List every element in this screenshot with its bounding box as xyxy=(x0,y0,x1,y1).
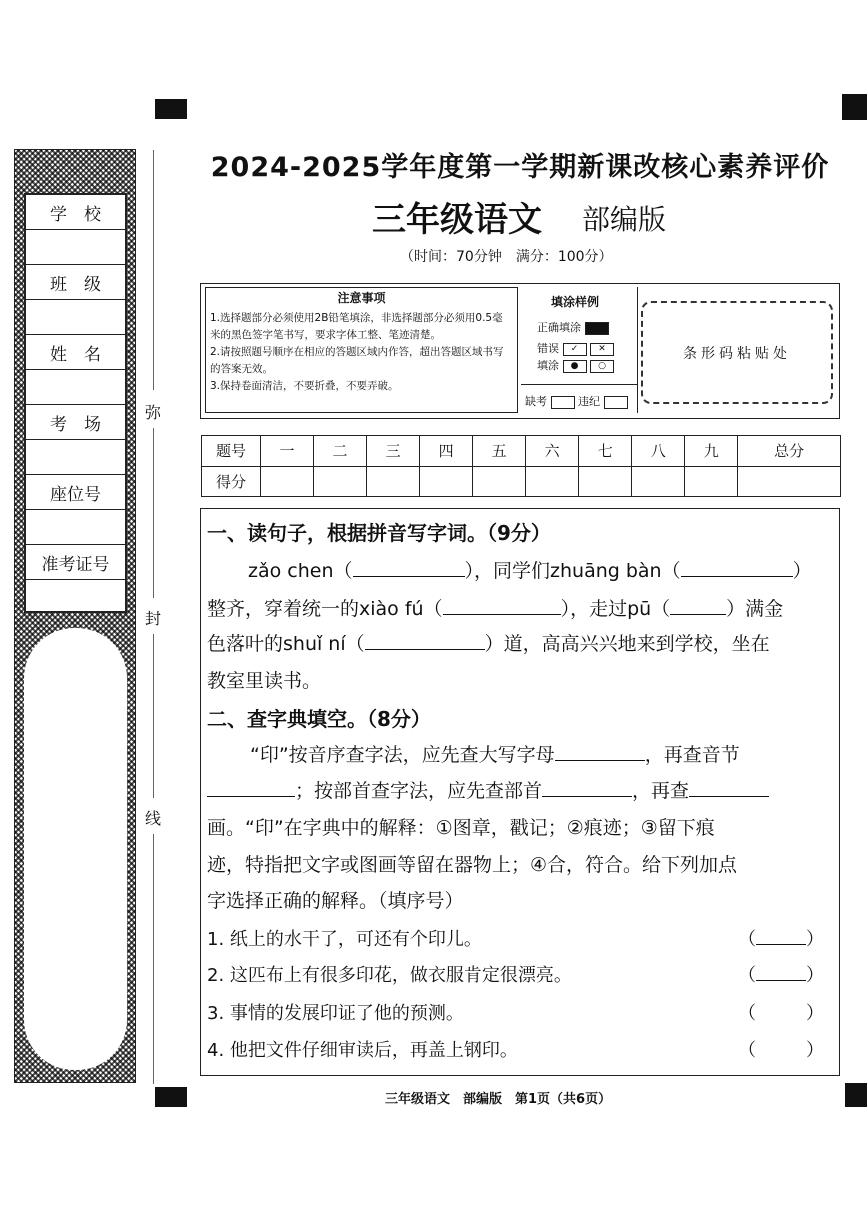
score-header-cell: 八 xyxy=(632,436,685,467)
violation-box[interactable] xyxy=(604,396,628,409)
q2-item-4: 4. 他把文件仔细审读后，再盖上钢印。 xyxy=(207,1040,518,1061)
dot-filled-icon: ● xyxy=(563,360,587,373)
answer-paren-2[interactable]: （ ） xyxy=(738,965,824,986)
answer-blank-strokes[interactable] xyxy=(689,796,769,797)
strip-blank-area xyxy=(24,628,127,1070)
score-cell[interactable] xyxy=(420,466,473,497)
q2-item-1: 1. 纸上的水干了，可还有个印儿。 xyxy=(207,929,482,950)
q1-line-1: zǎo chen（ ），同学们zhuāng bàn（ ） xyxy=(248,560,812,582)
q1-line-4: 教室里读书。 xyxy=(207,670,322,692)
seal-line-3 xyxy=(153,634,154,798)
q2-title: 二、查字典填空。（8分） xyxy=(207,707,431,731)
score-cell[interactable] xyxy=(526,466,579,497)
seat-number-field[interactable] xyxy=(26,510,125,545)
answer-blank-radical[interactable] xyxy=(542,796,632,797)
score-cell[interactable] xyxy=(738,466,841,497)
seal-line-2 xyxy=(153,428,154,598)
answer-blank-syllable[interactable] xyxy=(207,796,295,797)
school-field[interactable] xyxy=(26,230,125,265)
q2-item-2: 2. 这匹布上有很多印花，做衣服肯定很漂亮。 xyxy=(207,965,572,986)
fill-sample-box xyxy=(521,287,637,413)
score-cell[interactable] xyxy=(367,466,420,497)
notice-item: 3.保持卷面清洁，不要折叠，不要弄破。 xyxy=(210,380,399,392)
answer-blank-letter[interactable] xyxy=(555,760,645,761)
cross-mark-icon: ✕ xyxy=(590,343,614,356)
name-field[interactable] xyxy=(26,370,125,405)
score-header-cell: 三 xyxy=(367,436,420,467)
registration-mark-top-right xyxy=(842,94,867,120)
q2-line-1: “印”按音序查字法，应先查大写字母 ，再查音节 xyxy=(250,744,740,766)
answer-blank-pu[interactable] xyxy=(670,614,726,615)
filled-box-icon xyxy=(585,322,609,335)
violation-label: 违纪 xyxy=(578,395,600,408)
score-header-cell: 总分 xyxy=(738,436,841,467)
seal-char-1: 弥 xyxy=(145,403,162,422)
q1-title: 一、读句子，根据拼音写字词。（9分） xyxy=(207,521,551,545)
score-header-cell: 四 xyxy=(420,436,473,467)
seal-line-4 xyxy=(153,834,154,1084)
score-header-cell: 九 xyxy=(685,436,738,467)
notice-item: 2.请按照题号顺序在相应的答题区域内作答，超出答题区域书写的答案无效。 xyxy=(210,346,504,375)
score-table xyxy=(201,435,841,497)
label-class: 班 级 xyxy=(26,265,125,300)
label-seat-number: 座位号 xyxy=(26,475,125,510)
barcode-area: 条形码粘贴处 xyxy=(641,301,833,404)
q2-line-5: 字选择正确的解释。（填序号） xyxy=(207,890,464,912)
time-score-info: （时间：70分钟 满分：100分） xyxy=(400,249,613,265)
notice-box xyxy=(205,287,518,413)
score-cell[interactable] xyxy=(632,466,685,497)
edition-label: 部编版 xyxy=(582,203,667,236)
sample-wrong-label: 错误 xyxy=(537,342,559,355)
q1-line-2: 整齐，穿着统一的xiào fú（ ），走过pū（ ）满金 xyxy=(207,598,784,620)
q2-line-3: 画。“印”在字典中的解释：①图章，戳记；②痕迹；③留下痕 xyxy=(207,817,715,839)
score-cell[interactable] xyxy=(685,466,738,497)
q2-item-3: 3. 事情的发展印证了他的预测。 xyxy=(207,1003,464,1024)
sample-correct-label: 正确填涂 xyxy=(537,321,581,334)
seal-char-2: 封 xyxy=(145,609,162,628)
student-info-box xyxy=(24,193,127,613)
answer-paren-3[interactable]: （ ） xyxy=(738,1003,824,1024)
circle-icon: ○ xyxy=(590,360,614,373)
absent-label: 缺考 xyxy=(525,395,547,408)
answer-blank-shuini[interactable] xyxy=(365,649,485,650)
score-header-cell: 五 xyxy=(473,436,526,467)
exam-series-title: 2024-2025学年度第一学期新课改核心素养评价 xyxy=(210,152,830,183)
score-header-cell: 六 xyxy=(526,436,579,467)
score-header-cell: 一 xyxy=(261,436,314,467)
answer-blank-zhuangban[interactable] xyxy=(681,576,793,577)
score-header-cell: 七 xyxy=(579,436,632,467)
exam-room-field[interactable] xyxy=(26,440,125,475)
sample-fill-label: 填涂 xyxy=(537,359,559,372)
score-header-cell: 二 xyxy=(314,436,367,467)
page-footer: 三年级语文 部编版 第1页（共6页） xyxy=(385,1092,612,1107)
label-school: 学 校 xyxy=(26,195,125,230)
answer-blank-xiaofu[interactable] xyxy=(443,614,561,615)
class-field[interactable] xyxy=(26,300,125,335)
registration-mark-bottom-left xyxy=(155,1087,187,1107)
sample-title: 填涂样例 xyxy=(551,295,600,309)
answer-blank-zaochen[interactable] xyxy=(353,576,465,577)
registration-mark-bottom-right xyxy=(845,1083,867,1107)
score-cell[interactable] xyxy=(579,466,632,497)
answer-paren-4[interactable]: （ ） xyxy=(738,1040,824,1061)
label-exam-room: 考 场 xyxy=(26,405,125,440)
score-cell[interactable] xyxy=(261,466,314,497)
answer-paren-1[interactable]: （ ） xyxy=(738,929,824,950)
q2-line-2: ；按部首查字法，应先查部首 ，再查 xyxy=(207,776,769,803)
absent-box[interactable] xyxy=(551,396,575,409)
exam-title: 三年级语文 xyxy=(372,200,542,240)
notice-title: 注意事项 xyxy=(337,291,386,305)
check-mark-icon: ✓ xyxy=(563,343,587,356)
registration-mark-top-left xyxy=(155,99,187,119)
score-cell[interactable] xyxy=(314,466,367,497)
score-cell[interactable] xyxy=(473,466,526,497)
q1-line-3: 色落叶的shuǐ ní（ ）道，高高兴兴地来到学校，坐在 xyxy=(207,633,770,655)
admission-number-field[interactable] xyxy=(26,580,125,615)
score-header-label: 题号 xyxy=(202,436,261,467)
score-row-label: 得分 xyxy=(202,466,261,497)
seal-char-3: 线 xyxy=(145,809,162,828)
sample-divider xyxy=(637,287,638,413)
seal-line-1 xyxy=(153,150,154,390)
notice-item: 1.选择题部分必须使用2B铅笔填涂，非选择题部分必须用0.5毫米的黑色签字笔书写，要求字体工整、笔迹清楚。 xyxy=(210,312,503,341)
label-name: 姓 名 xyxy=(26,335,125,370)
q2-line-4: 迹，特指把文字或图画等留在器物上；④合，符合。给下列加点 xyxy=(207,854,738,876)
label-admission-number: 准考证号 xyxy=(26,545,125,580)
